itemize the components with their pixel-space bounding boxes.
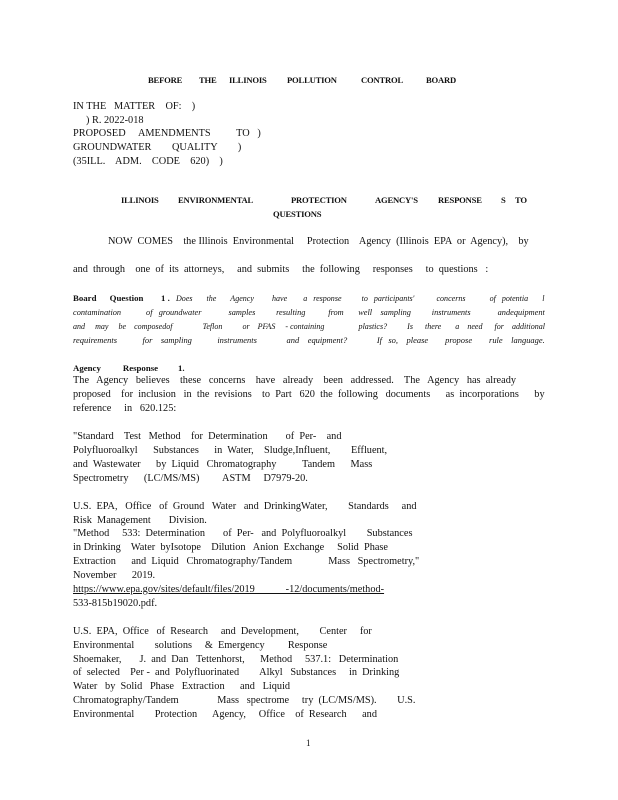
heading-the: THE — [199, 75, 217, 85]
response-label: Agency Response — [73, 363, 159, 373]
reference-line: "Method 533: Determination of Per- and Polyfluoroalkyl Substances — [73, 528, 413, 539]
reference-line: Environmental Protection Agency, Office of Research and — [73, 709, 377, 720]
caption-line: IN THE MATTER OF: ) — [73, 101, 196, 112]
title-word: ENVIRONMENTAL — [178, 195, 254, 205]
title-word: RESPONSE — [438, 195, 482, 205]
question-text: contamination of groundwater samples resulting from well sampling instruments andequipment — [73, 307, 545, 317]
reference-line: in Drinking Water byIsotope Dilution Anion Exchange Solid Phase — [73, 542, 389, 553]
intro-line: and through one of its attorneys, and submits the following responses to questions : — [73, 264, 489, 275]
reference-line: U.S. EPA, Office of Ground Water and DrinkingWater, Standards and — [73, 501, 417, 512]
reference-line: Environmental solutions & Emergency Response — [73, 640, 328, 651]
title-line-2: QUESTIONS — [273, 209, 322, 219]
epa-method-533-link[interactable]: https://www.epa.gov/sites/default/files/2019 -12/documents/method- — [73, 584, 385, 595]
heading-control: CONTROL — [361, 75, 404, 85]
heading-pollution: POLLUTION — [287, 75, 337, 85]
title-word: AGENCY'S — [375, 195, 418, 205]
question-text: and may be composedof Teflon or PFAS - containing plastics? Is there a need for additional — [73, 321, 545, 331]
response-number: 1. — [178, 363, 185, 373]
question-text: requirements for sampling instruments and equipment? If so, please propose rule language. — [73, 335, 545, 345]
response-line: proposed for inclusion in the revisions to Part 620 the following documents as incorporations by — [73, 389, 545, 400]
title-word: ILLINOIS — [121, 195, 159, 205]
question-label: Board Question — [73, 293, 144, 303]
response-line: The Agency believes these concerns have already been addressed. The Agency has already — [73, 375, 516, 386]
reference-line: Shoemaker, J. and Dan Tettenhorst, Method 537.1: Determination — [73, 654, 399, 665]
caption-docket: ) R. 2022-018 — [86, 115, 144, 126]
reference-line: "Standard Test Method for Determination of Per- and — [73, 431, 342, 442]
heading-illinois: ILLINOIS — [229, 75, 267, 85]
question-number: 1 . — [161, 293, 170, 303]
title-word: PROTECTION — [291, 195, 347, 205]
response-line: reference in 620.125: — [73, 403, 177, 414]
page-number: 1 — [306, 738, 311, 748]
epa-method-533-link-tail[interactable]: 533-815b19020.pdf. — [73, 598, 158, 609]
heading-before: BEFORE — [148, 75, 183, 85]
reference-line: of selected Per - and Polyfluorinated Alkyl Substances in Drinking — [73, 667, 400, 678]
caption-line: PROPOSED AMENDMENTS TO ) — [73, 128, 261, 139]
title-word: S — [501, 195, 506, 205]
heading-board: BOARD — [426, 75, 457, 85]
reference-line: November 2019. — [73, 570, 156, 581]
reference-line: Chromatography/Tandem Mass spectrome try (LC/MS/MS). U.S. — [73, 695, 416, 706]
reference-line: Risk Management Division. — [73, 515, 207, 526]
caption-line: (35ILL. ADM. CODE 620) ) — [73, 156, 223, 167]
reference-line: Spectrometry (LC/MS/MS) ASTM D7979-20. — [73, 473, 308, 484]
reference-line: and Wastewater by Liquid Chromatography Tandem Mass — [73, 459, 373, 470]
reference-line: Water by Solid Phase Extraction and Liquid — [73, 681, 291, 692]
reference-line: Polyfluoroalkyl Substances in Water, Sludge,Influent, Effluent, — [73, 445, 388, 456]
question-text: Does the Agency have a response to participants' concerns of potentia l — [176, 293, 545, 303]
title-word: TO — [515, 195, 527, 205]
reference-line: U.S. EPA, Office of Research and Development, Center for — [73, 626, 372, 637]
reference-line: Extraction and Liquid Chromatography/Tandem Mass Spectrometry," — [73, 556, 420, 567]
intro-line: NOW COMES the Illinois Environmental Protection Agency (Illinois EPA or Agency), by — [108, 236, 529, 247]
caption-line: GROUNDWATER QUALITY ) — [73, 142, 242, 153]
